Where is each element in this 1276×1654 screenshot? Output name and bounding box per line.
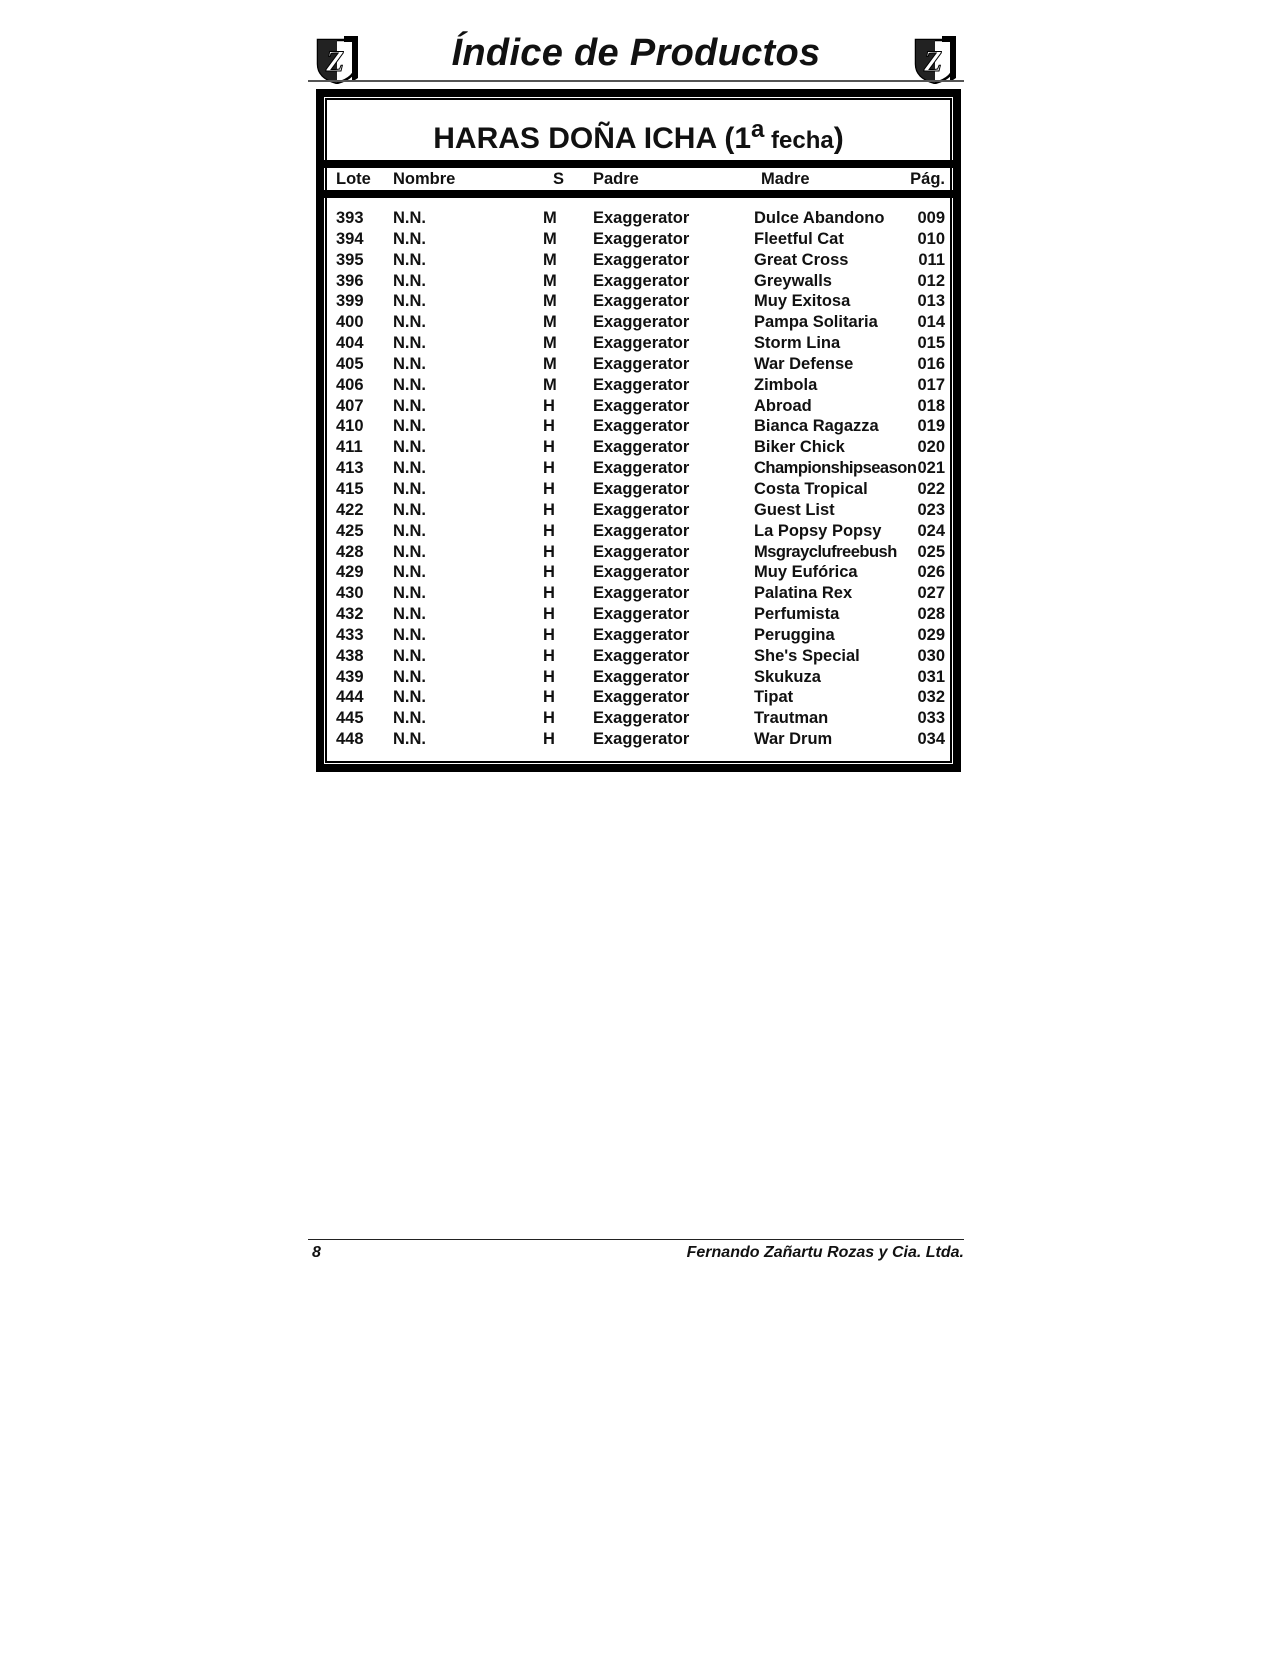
cell-padre: Exaggerator	[593, 438, 690, 457]
table-row	[324, 709, 953, 730]
cell-padre: Exaggerator	[593, 521, 690, 540]
cell-s: H	[543, 417, 555, 436]
cell-padre: Exaggerator	[593, 625, 690, 644]
cell-madre: Muy Eufórica	[754, 563, 858, 582]
cell-nombre: N.N.	[393, 605, 426, 624]
cell-nombre: N.N.	[393, 354, 426, 373]
table-row	[324, 584, 953, 605]
cell-padre: Exaggerator	[593, 459, 690, 478]
cell-pag: 023	[917, 500, 945, 519]
cell-nombre: N.N.	[393, 292, 426, 311]
cell-lote: 405	[336, 354, 364, 373]
table-row	[324, 563, 953, 584]
cell-s: H	[543, 479, 555, 498]
cell-lote: 425	[336, 521, 364, 540]
cell-lote: 438	[336, 646, 364, 665]
table-row	[324, 209, 953, 230]
cell-s: M	[543, 313, 557, 332]
cell-nombre: N.N.	[393, 563, 426, 582]
cell-madre: Fleetful Cat	[754, 229, 844, 248]
cell-s: H	[543, 542, 555, 561]
table-row	[324, 397, 953, 418]
cell-nombre: N.N.	[393, 542, 426, 561]
cell-s: M	[543, 354, 557, 373]
cell-padre: Exaggerator	[593, 709, 690, 728]
cell-lote: 395	[336, 250, 364, 269]
table-row	[324, 626, 953, 647]
cell-madre: Dulce Abandono	[754, 209, 885, 227]
cell-nombre: N.N.	[393, 667, 426, 686]
cell-pag: 019	[917, 417, 945, 436]
cell-pag: 032	[917, 688, 945, 707]
cell-pag: 028	[917, 605, 945, 624]
cell-s: H	[543, 584, 555, 603]
cell-nombre: N.N.	[393, 521, 426, 540]
cell-s: M	[543, 229, 557, 248]
cell-lote: 404	[336, 334, 364, 353]
cell-padre: Exaggerator	[593, 542, 690, 561]
product-index-box	[316, 89, 961, 772]
cell-padre: Exaggerator	[593, 354, 690, 373]
cell-s: H	[543, 646, 555, 665]
column-header-padre: Padre	[593, 170, 639, 188]
cell-lote: 444	[336, 688, 364, 707]
cell-padre: Exaggerator	[593, 209, 690, 227]
cell-madre: She's Special	[754, 646, 860, 665]
page-title: Índice de Productos	[451, 32, 821, 74]
cell-s: M	[543, 271, 557, 290]
cell-madre: Bianca Ragazza	[754, 417, 879, 436]
column-header-nombre: Nombre	[393, 170, 456, 188]
cell-pag: 012	[917, 271, 945, 290]
cell-padre: Exaggerator	[593, 730, 690, 749]
cell-padre: Exaggerator	[593, 292, 690, 311]
svg-text:Z: Z	[923, 45, 943, 78]
cell-lote: 400	[336, 313, 364, 332]
cell-pag: 024	[917, 521, 945, 540]
cell-padre: Exaggerator	[593, 667, 690, 686]
cell-madre: Tipat	[754, 688, 794, 707]
cell-nombre: N.N.	[393, 229, 426, 248]
column-header-lote: Lote	[336, 170, 371, 188]
company-logo-icon	[912, 34, 958, 84]
cell-pag: 025	[917, 542, 945, 561]
cell-pag: 029	[917, 625, 945, 644]
cell-pag: 011	[918, 250, 945, 269]
table-row	[324, 334, 953, 355]
cell-lote: 394	[336, 229, 364, 248]
cell-nombre: N.N.	[393, 709, 426, 728]
cell-pag: 014	[917, 313, 945, 332]
cell-pag: 010	[917, 229, 945, 248]
table-row	[324, 459, 953, 480]
cell-lote: 432	[336, 605, 364, 624]
column-header-madre: Madre	[761, 170, 810, 188]
cell-lote: 415	[336, 479, 364, 498]
cell-pag: 018	[917, 396, 945, 415]
table-row	[324, 730, 953, 751]
cell-madre: Palatina Rex	[754, 584, 853, 603]
page-header	[308, 30, 964, 86]
cell-lote: 399	[336, 292, 364, 311]
cell-nombre: N.N.	[393, 209, 426, 227]
table-row	[324, 522, 953, 543]
cell-s: H	[543, 396, 555, 415]
cell-pag: 020	[917, 438, 945, 457]
table-row	[324, 272, 953, 293]
cell-nombre: N.N.	[393, 479, 426, 498]
cell-madre: Msgrayclufreebush	[754, 542, 897, 561]
cell-nombre: N.N.	[393, 396, 426, 415]
cell-s: H	[543, 438, 555, 457]
cell-lote: 393	[336, 209, 364, 227]
cell-pag: 022	[917, 479, 945, 498]
table-row	[324, 647, 953, 668]
cell-nombre: N.N.	[393, 625, 426, 644]
table-row	[324, 480, 953, 501]
cell-padre: Exaggerator	[593, 500, 690, 519]
cell-s: H	[543, 563, 555, 582]
cell-padre: Exaggerator	[593, 271, 690, 290]
cell-madre: Peruggina	[754, 625, 835, 644]
cell-pag: 033	[917, 709, 945, 728]
cell-madre: Skukuza	[754, 667, 821, 686]
table-row	[324, 501, 953, 522]
footer-rule	[308, 1239, 964, 1240]
cell-padre: Exaggerator	[593, 479, 690, 498]
cell-s: M	[543, 375, 557, 394]
cell-s: M	[543, 209, 557, 227]
cell-nombre: N.N.	[393, 500, 426, 519]
cell-madre: Perfumista	[754, 605, 840, 624]
cell-pag: 034	[917, 730, 945, 749]
cell-padre: Exaggerator	[593, 584, 690, 603]
cell-s: H	[543, 500, 555, 519]
cell-nombre: N.N.	[393, 375, 426, 394]
cell-padre: Exaggerator	[593, 605, 690, 624]
cell-lote: 439	[336, 667, 364, 686]
cell-madre: Greywalls	[754, 271, 832, 290]
cell-pag: 013	[917, 292, 945, 311]
cell-pag: 027	[917, 584, 945, 603]
table-row	[324, 251, 953, 272]
cell-padre: Exaggerator	[593, 417, 690, 436]
cell-lote: 422	[336, 500, 364, 519]
cell-padre: Exaggerator	[593, 313, 690, 332]
table-row	[324, 355, 953, 376]
cell-s: H	[543, 459, 555, 478]
cell-madre: Muy Exitosa	[754, 292, 851, 311]
cell-padre: Exaggerator	[593, 229, 690, 248]
column-header-row	[324, 168, 953, 190]
divider	[324, 190, 953, 198]
cell-madre: Pampa Solitaria	[754, 313, 878, 332]
table-row	[324, 605, 953, 626]
cell-madre: Zimbola	[754, 375, 818, 394]
cell-nombre: N.N.	[393, 250, 426, 269]
cell-lote: 413	[336, 459, 364, 478]
cell-lote: 406	[336, 375, 364, 394]
cell-nombre: N.N.	[393, 730, 426, 749]
cell-pag: 009	[917, 209, 945, 227]
cell-nombre: N.N.	[393, 417, 426, 436]
cell-padre: Exaggerator	[593, 375, 690, 394]
cell-madre: La Popsy Popsy	[754, 521, 882, 540]
svg-text:Z: Z	[325, 45, 345, 78]
cell-madre: Great Cross	[754, 250, 849, 269]
cell-madre: Costa Tropical	[754, 479, 868, 498]
cell-s: H	[543, 667, 555, 686]
cell-padre: Exaggerator	[593, 334, 690, 353]
table-row	[324, 438, 953, 459]
cell-nombre: N.N.	[393, 646, 426, 665]
cell-padre: Exaggerator	[593, 396, 690, 415]
cell-lote: 411	[336, 438, 363, 457]
table-row	[324, 292, 953, 313]
header-rule	[308, 80, 964, 82]
cell-s: H	[543, 688, 555, 707]
cell-lote: 410	[336, 417, 364, 436]
column-header-pag: Pág.	[910, 170, 945, 188]
table-row	[324, 668, 953, 689]
cell-nombre: N.N.	[393, 584, 426, 603]
table-row	[324, 543, 953, 564]
cell-s: M	[543, 292, 557, 311]
column-header-s: S	[553, 170, 565, 188]
cell-s: H	[543, 730, 555, 749]
cell-lote: 448	[336, 730, 364, 749]
cell-lote: 428	[336, 542, 364, 561]
cell-pag: 015	[917, 334, 945, 353]
cell-lote: 396	[336, 271, 364, 290]
cell-lote: 430	[336, 584, 364, 603]
cell-pag: 026	[917, 563, 945, 582]
cell-s: M	[543, 250, 557, 269]
table-row	[324, 688, 953, 709]
cell-padre: Exaggerator	[593, 646, 690, 665]
cell-madre: Championshipseason	[754, 459, 917, 478]
footer-company-name: Fernando Zañartu Rozas y Cia. Ltda.	[686, 1244, 964, 1261]
cell-madre: Abroad	[754, 396, 812, 415]
product-list	[324, 209, 953, 751]
section-title: HARAS DOÑA ICHA (1$^a$ fecha)	[433, 116, 844, 155]
cell-pag: 016	[917, 354, 945, 373]
divider	[324, 160, 953, 168]
cell-nombre: N.N.	[393, 438, 426, 457]
cell-padre: Exaggerator	[593, 563, 690, 582]
cell-s: H	[543, 709, 555, 728]
table-row	[324, 376, 953, 397]
cell-pag: 017	[917, 375, 945, 394]
cell-s: M	[543, 334, 557, 353]
cell-madre: War Drum	[754, 730, 833, 749]
cell-s: H	[543, 625, 555, 644]
cell-nombre: N.N.	[393, 334, 426, 353]
cell-nombre: N.N.	[393, 688, 426, 707]
cell-s: H	[543, 521, 555, 540]
cell-s: H	[543, 605, 555, 624]
table-row	[324, 230, 953, 251]
cell-madre: Trautman	[754, 709, 829, 728]
table-row	[324, 313, 953, 334]
page-number: 8	[312, 1244, 321, 1261]
cell-padre: Exaggerator	[593, 688, 690, 707]
cell-lote: 429	[336, 563, 364, 582]
cell-nombre: N.N.	[393, 313, 426, 332]
cell-lote: 445	[336, 709, 364, 728]
table-row	[324, 417, 953, 438]
cell-pag: 021	[917, 459, 945, 478]
cell-nombre: N.N.	[393, 459, 426, 478]
cell-madre: Biker Chick	[754, 438, 845, 457]
cell-padre: Exaggerator	[593, 250, 690, 269]
cell-madre: War Defense	[754, 354, 854, 373]
cell-lote: 407	[336, 396, 364, 415]
cell-madre: Storm Lina	[754, 334, 841, 353]
cell-lote: 433	[336, 625, 364, 644]
cell-pag: 030	[917, 646, 945, 665]
cell-nombre: N.N.	[393, 271, 426, 290]
cell-pag: 031	[917, 667, 945, 686]
cell-madre: Guest List	[754, 500, 835, 519]
